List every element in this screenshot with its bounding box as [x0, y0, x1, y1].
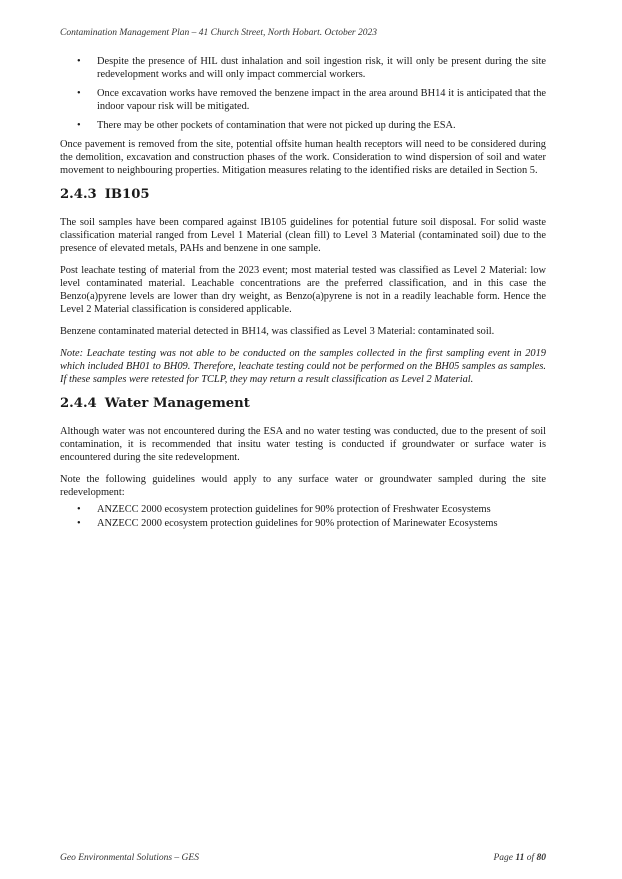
bullet-icon: • [77, 56, 81, 67]
total-pages: 80 [536, 853, 546, 863]
list-item [60, 87, 546, 113]
intro-paragraph: Once pavement is removed from the site, potential offsite human health receptors will need to be considered during the demolition, excavation and construction phases of the work. Consideration to wind dispersion of soil and water movement to neighbouring properties. Mitigation measures relating to the identified risks are detailed in Section 5. [60, 139, 546, 176]
footer-page-number [493, 853, 546, 863]
paragraph: The soil samples have been compared against IB105 guidelines for potential future soil disposal. For solid waste classification material ranged from Level 1 Material (clean fill) to Level 3 Material (contaminated soil) due to the presence of elevated metals, PAHs and benzene in one sample. [60, 217, 546, 254]
list-item [60, 119, 546, 132]
section-title: IB105 [104, 187, 150, 202]
bullet-icon: • [77, 88, 81, 99]
section-heading-water-management [60, 397, 546, 410]
page-prefix: Page [493, 853, 516, 863]
list-item [60, 517, 546, 530]
footer-company: Geo Environmental Solutions – GES [60, 853, 199, 863]
bullet-icon: • [77, 504, 81, 515]
section-title: Water Management [104, 396, 250, 411]
paragraph: Post leachate testing of material from the 2023 event; most material tested was classified as Level 2 Material: low level contaminated material. Leachable concentrations are the preferred classification, and in this case the Benzo(a)pyrene levels are lower than dry weight, as Benzo(a)pyrene is not in a readily leachable form. Hence the Level 2 Material classification is considered applicable. [60, 265, 546, 315]
bullet-text: Despite the presence of HIL dust inhalation and soil ingestion risk, it will only be present during the site redevelopment works and will only impact commercial workers. [97, 56, 546, 80]
bullet-icon: • [77, 120, 81, 131]
paragraph: Benzene contaminated material detected in BH14, was classified as Level 3 Material: contaminated soil. [60, 326, 495, 337]
bullet-text: ANZECC 2000 ecosystem protection guidelines for 90% protection of Marinewater Ecosystems [97, 518, 498, 529]
section-number: 2.4.4 [60, 396, 97, 411]
paragraph: Note the following guidelines would apply to any surface water or groundwater sampled during the site redevelopment: [60, 474, 546, 498]
current-page: 11 [515, 853, 525, 863]
bullet-icon: • [77, 518, 81, 529]
page-content [60, 55, 546, 536]
intro-bullet-list [60, 55, 546, 132]
bullet-text: ANZECC 2000 ecosystem protection guidelines for 90% protection of Freshwater Ecosystems [97, 504, 491, 515]
bullet-text: Once excavation works have removed the benzene impact in the area around BH14 it is anticipated that the indoor vapour risk will be mitigated. [97, 88, 546, 112]
note-paragraph: Note: Leachate testing was not able to be conducted on the samples collected in the first sampling event in 2019 which included BH01 to BH09. Therefore, leachate testing could not be performed on the BH05 samples as samples. If these samples were retested for TCLP, they may return a result classification as Level 2 Material. [60, 348, 546, 385]
list-item [60, 55, 546, 81]
list-item [60, 503, 546, 516]
page-of: of [524, 853, 537, 863]
bullet-text: There may be other pockets of contamination that were not picked up during the ESA. [97, 120, 456, 131]
section-heading-ib105 [60, 188, 546, 201]
paragraph: Although water was not encountered during the ESA and no water testing was conducted, due to the present of soil contamination, it is recommended that insitu water testing is conducted if groundwater or surface water is encountered during the site redevelopment. [60, 426, 546, 463]
guidelines-bullet-list [60, 503, 546, 530]
page-header: Contamination Management Plan – 41 Church Street, North Hobart. October 2023 [60, 28, 377, 38]
section-number: 2.4.3 [60, 187, 97, 202]
